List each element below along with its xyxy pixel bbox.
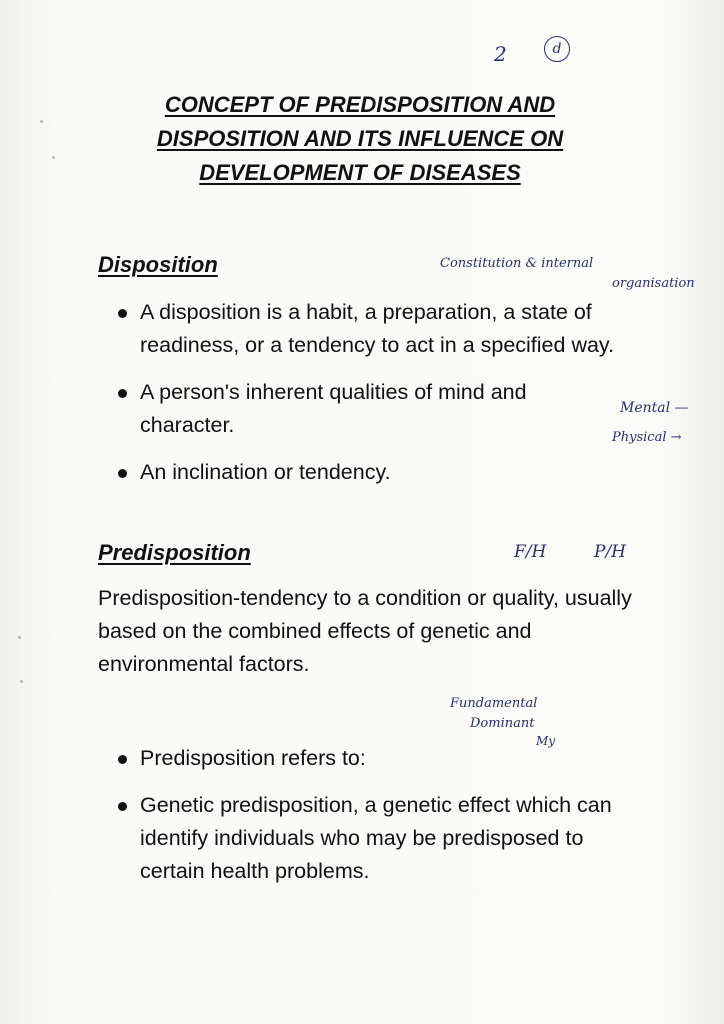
paper-speck [40,120,43,123]
handwritten-note-fundamental: Fundamental [450,696,538,711]
disposition-point-1: A disposition is a habit, a preparation, a state of readiness, or a tendency to act in a specified way. [110,296,630,362]
predisposition-point-1: Predisposition refers to: [110,742,630,775]
title-line-1: CONCEPT OF PREDISPOSITION AND [164,92,556,117]
handwritten-note-mental: Mental — [620,400,689,416]
handwritten-note-constitution: Constitution & internal [440,256,594,271]
handwritten-note-ph: P/H [594,542,626,562]
title-line-3: DEVELOPMENT OF DISEASES [199,160,521,185]
document-title [80,88,640,190]
disposition-list [110,296,630,503]
handwritten-note-my: My [536,734,556,748]
handwritten-note-fh: F/H [514,542,547,562]
disposition-heading: Disposition [98,252,218,277]
predisposition-list [110,742,630,902]
predisposition-definition: Predisposition-tendency to a condition or quality, usually based on the combined effects of genetic and environmental factors. [98,586,632,676]
paper-speck [20,680,23,683]
handwritten-note-dominant: Dominant [470,716,535,731]
handwritten-note-organisation: organisation [612,276,695,291]
handwritten-note-physical: Physical → [612,430,682,445]
predisposition-heading: Predisposition [98,540,251,565]
disposition-point-3: An inclination or tendency. [110,456,630,489]
predisposition-point-2: Genetic predisposition, a genetic effect which can identify individuals who may be predisposed to certain health problems. [110,789,630,888]
paper-speck [52,156,55,159]
title-line-2: DISPOSITION AND ITS INFLUENCE ON [156,126,564,151]
paper-speck [18,636,21,639]
handwritten-page-number: 2 [494,42,507,66]
disposition-point-2: A person's inherent qualities of mind and character. [110,376,630,442]
handwritten-circled-mark: d [544,36,570,62]
